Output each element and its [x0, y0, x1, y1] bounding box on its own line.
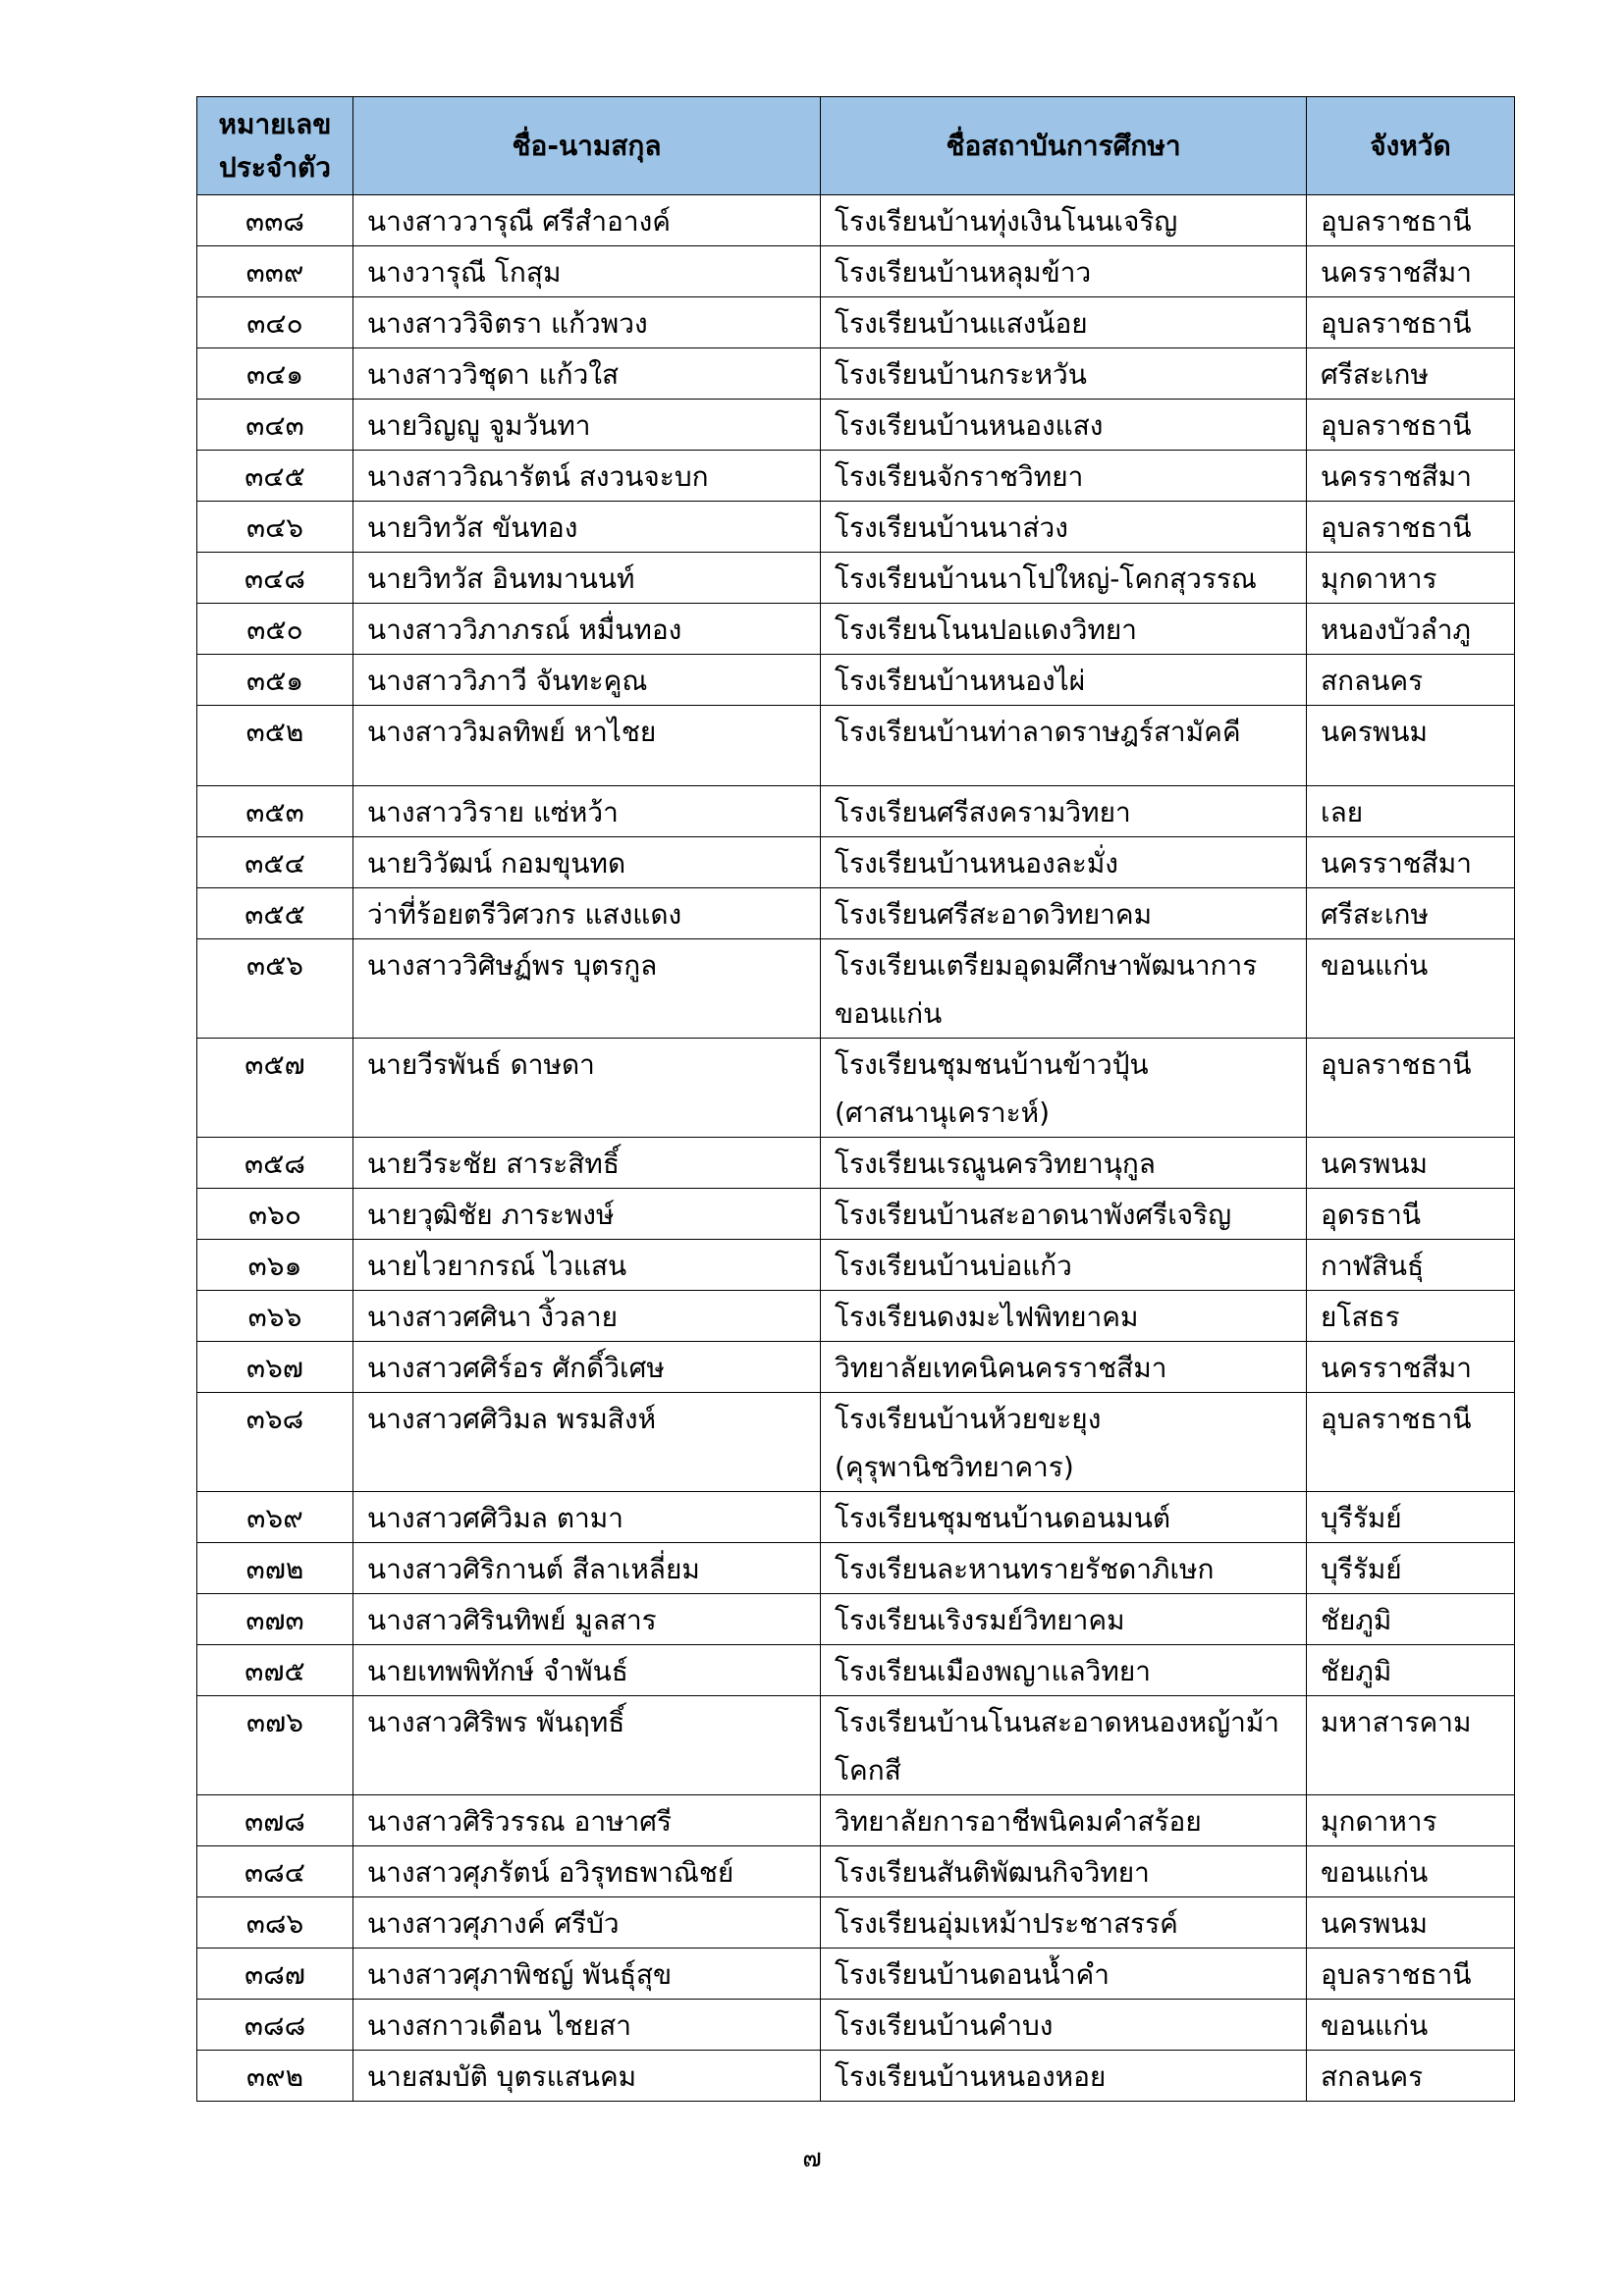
cell-id: ๓๗๓ [197, 1594, 353, 1645]
cell-province: ชัยภูมิ [1307, 1594, 1515, 1645]
cell-id: ๓๖๑ [197, 1240, 353, 1291]
school-line: โรงเรียนบ้านโนนสะอาดหนองหญ้าม้า [835, 1706, 1280, 1738]
table-row [197, 1393, 1515, 1492]
school-line: โรงเรียนบ้านสะอาดนาพังศรีเจริญ [835, 1199, 1232, 1231]
school-line: โรงเรียนบ้านห้วยขะยุง [835, 1403, 1102, 1435]
table-row [197, 1291, 1515, 1342]
cell-id: ๓๗๒ [197, 1543, 353, 1594]
table-row [197, 1897, 1515, 1949]
cell-name: นางสาวศิรินทิพย์ มูลสาร [353, 1594, 821, 1645]
school-line: โรงเรียนบ้านดอนน้ำคำ [835, 1958, 1110, 1991]
cell-name: นางสาววิมลทิพย์ หาไชย [353, 706, 821, 786]
cell-province: กาฬสินธุ์ [1307, 1240, 1515, 1291]
cell-name: นางสาวศิริวรรณ อาษาศรี [353, 1795, 821, 1846]
cell-id: ๓๗๕ [197, 1645, 353, 1696]
cell-name: นางสาวศศิวิมล พรมสิงห์ [353, 1393, 821, 1492]
cell-name: นางสาววิภาวี จันทะคูณ [353, 655, 821, 706]
cell-id: ๓๖๗ [197, 1342, 353, 1393]
school-line: โรงเรียนบ้านหลุมข้าว [835, 256, 1092, 289]
cell-name: นายวุฒิชัย ภาระพงษ์ [353, 1189, 821, 1240]
cell-school [821, 2000, 1307, 2051]
cell-id: ๓๕๘ [197, 1138, 353, 1189]
school-line: โรงเรียนบ้านคำบง [835, 2009, 1054, 2042]
cell-id: ๓๘๘ [197, 2000, 353, 2051]
cell-province: อุบลราชธานี [1307, 195, 1515, 246]
cell-name: นายวิทวัส อินทมานนท์ [353, 553, 821, 604]
cell-name: นายวิวัฒน์ กอมขุนทด [353, 837, 821, 888]
cell-school [821, 246, 1307, 297]
school-line: โรงเรียนบ้านนาส่วง [835, 511, 1068, 544]
cell-id: ๓๕๓ [197, 786, 353, 837]
cell-province: อุบลราชธานี [1307, 1393, 1515, 1492]
cell-name: นางสาวศุภาพิชญ์ พันธุ์สุข [353, 1949, 821, 2000]
participant-table [196, 96, 1515, 2102]
cell-name: นางวารุณี โกสุม [353, 246, 821, 297]
cell-id: ๓๔๐ [197, 297, 353, 348]
school-line: โรงเรียนเมืองพญาแลวิทยา [835, 1655, 1151, 1687]
cell-province: ศรีสะเกษ [1307, 888, 1515, 939]
cell-province: บุรีรัมย์ [1307, 1543, 1515, 1594]
cell-province: ขอนแก่น [1307, 939, 1515, 1039]
table-row [197, 939, 1515, 1039]
school-line: โรงเรียนชุมชนบ้านข้าวปุ้น [835, 1048, 1149, 1081]
cell-name: นางสาวศุภางค์ ศรีบัว [353, 1897, 821, 1949]
cell-province: อุบลราชธานี [1307, 502, 1515, 553]
cell-id: ๓๕๗ [197, 1039, 353, 1138]
cell-province: มุกดาหาร [1307, 553, 1515, 604]
cell-school [821, 1897, 1307, 1949]
page-number: ๗ [802, 2144, 822, 2173]
school-line: วิทยาลัยการอาชีพนิคมคำสร้อย [835, 1805, 1202, 1838]
table-row [197, 888, 1515, 939]
school-line: โรงเรียนบ้านบ่อแก้ว [835, 1250, 1072, 1282]
table-row [197, 1138, 1515, 1189]
cell-school [821, 1138, 1307, 1189]
header-name: ชื่อ-นามสกุล [353, 97, 821, 195]
school-line: โคกสี [835, 1754, 901, 1787]
cell-school [821, 297, 1307, 348]
school-line: โรงเรียนบ้านกระหวัน [835, 358, 1087, 391]
cell-id: ๓๕๐ [197, 604, 353, 655]
cell-id: ๓๔๖ [197, 502, 353, 553]
cell-id: ๓๗๘ [197, 1795, 353, 1846]
school-line: โรงเรียนเตรียมอุดมศึกษาพัฒนาการ [835, 949, 1258, 982]
cell-id: ๓๕๕ [197, 888, 353, 939]
table-row [197, 837, 1515, 888]
header-province: จังหวัด [1307, 97, 1515, 195]
cell-school [821, 1696, 1307, 1795]
school-line: โรงเรียนสันติพัฒนกิจวิทยา [835, 1856, 1150, 1889]
cell-id: ๓๔๑ [197, 348, 353, 400]
school-line: โรงเรียนบ้านแสงน้อย [835, 307, 1088, 340]
cell-school [821, 1645, 1307, 1696]
cell-name: นางสาวศศิวิมล ตามา [353, 1492, 821, 1543]
header-id-line: หมายเลข [218, 107, 332, 140]
table-row [197, 1189, 1515, 1240]
cell-school [821, 1039, 1307, 1138]
cell-province: ขอนแก่น [1307, 1846, 1515, 1897]
cell-name: นางสาววิจิตรา แก้วพวง [353, 297, 821, 348]
cell-province: สกลนคร [1307, 2051, 1515, 2102]
table-row [197, 1342, 1515, 1393]
cell-school [821, 348, 1307, 400]
cell-school [821, 1949, 1307, 2000]
cell-id: ๓๓๘ [197, 195, 353, 246]
cell-province: นครพนม [1307, 1897, 1515, 1949]
cell-school [821, 1795, 1307, 1846]
cell-id: ๓๓๙ [197, 246, 353, 297]
table-row [197, 246, 1515, 297]
cell-name: นางสาวศิริพร พันฤทธิ์ [353, 1696, 821, 1795]
cell-province: ยโสธร [1307, 1291, 1515, 1342]
cell-name: นางสาวศิริกานต์ สีลาเหลี่ยม [353, 1543, 821, 1594]
header-school: ชื่อสถาบันการศึกษา [821, 97, 1307, 195]
table-row [197, 400, 1515, 451]
cell-province: นครราชสีมา [1307, 451, 1515, 502]
school-line: โรงเรียนชุมชนบ้านดอนมนต์ [835, 1502, 1171, 1534]
cell-name: นางสาววิศิษฏ์พร บุตรกูล [353, 939, 821, 1039]
cell-id: ๓๖๐ [197, 1189, 353, 1240]
cell-id: ๓๘๖ [197, 1897, 353, 1949]
cell-school [821, 502, 1307, 553]
cell-id: ๓๖๖ [197, 1291, 353, 1342]
cell-school [821, 786, 1307, 837]
cell-province: อุดรธานี [1307, 1189, 1515, 1240]
cell-province: นครราชสีมา [1307, 1342, 1515, 1393]
table-body [197, 195, 1515, 2102]
cell-name: นางสาววารุณี ศรีสำอางค์ [353, 195, 821, 246]
cell-id: ๓๕๑ [197, 655, 353, 706]
table-row [197, 553, 1515, 604]
cell-id: ๓๗๖ [197, 1696, 353, 1795]
cell-province: มหาสารคาม [1307, 1696, 1515, 1795]
cell-school [821, 451, 1307, 502]
school-line: ขอนแก่น [835, 997, 943, 1030]
table-row [197, 1645, 1515, 1696]
table-row [197, 655, 1515, 706]
cell-name: นายวิญญู จูมวันทา [353, 400, 821, 451]
cell-province: ศรีสะเกษ [1307, 348, 1515, 400]
school-line: โรงเรียนอุ่มเหม้าประชาสรรค์ [835, 1907, 1178, 1940]
table-row [197, 1492, 1515, 1543]
cell-school [821, 553, 1307, 604]
cell-province: นครพนม [1307, 706, 1515, 786]
table-row [197, 786, 1515, 837]
cell-province: ชัยภูมิ [1307, 1645, 1515, 1696]
cell-school [821, 1594, 1307, 1645]
cell-school [821, 1492, 1307, 1543]
school-line: โรงเรียนเรณูนครวิทยานุกูล [835, 1148, 1156, 1180]
school-line: โรงเรียนโนนปอแดงวิทยา [835, 614, 1138, 646]
cell-name: นายเทพพิทักษ์ จำพันธ์ [353, 1645, 821, 1696]
cell-id: ๓๘๗ [197, 1949, 353, 2000]
cell-school [821, 1543, 1307, 1594]
cell-id: ๓๕๒ [197, 706, 353, 786]
school-line: โรงเรียนศรีสงครามวิทยา [835, 796, 1131, 828]
cell-name: นายวีรพันธ์ ดาษดา [353, 1039, 821, 1138]
cell-name: นางสาวศุภรัตน์ อวิรุทธพาณิชย์ [353, 1846, 821, 1897]
cell-id: ๓๖๘ [197, 1393, 353, 1492]
cell-school [821, 1393, 1307, 1492]
table-row [197, 2000, 1515, 2051]
cell-province: เลย [1307, 786, 1515, 837]
cell-name: นางสาววิภาภรณ์ หมื่นทอง [353, 604, 821, 655]
cell-name: นายสมบัติ บุตรแสนคม [353, 2051, 821, 2102]
school-line: โรงเรียนบ้านหนองไผ่ [835, 665, 1086, 697]
table-row [197, 451, 1515, 502]
table-row [197, 1240, 1515, 1291]
school-line: (ศาสนานุเคราะห์) [835, 1096, 1050, 1129]
cell-school [821, 939, 1307, 1039]
table-row [197, 1543, 1515, 1594]
cell-school [821, 2051, 1307, 2102]
cell-province: นครพนม [1307, 1138, 1515, 1189]
school-line: (คุรุพานิชวิทยาคาร) [835, 1451, 1074, 1483]
table-row [197, 1846, 1515, 1897]
cell-id: ๓๖๙ [197, 1492, 353, 1543]
cell-province: ขอนแก่น [1307, 2000, 1515, 2051]
cell-name: ว่าที่ร้อยตรีวิศวกร แสงแดง [353, 888, 821, 939]
table-row [197, 502, 1515, 553]
cell-province: นครราชสีมา [1307, 837, 1515, 888]
cell-province: หนองบัวลำภู [1307, 604, 1515, 655]
table-row [197, 1696, 1515, 1795]
cell-name: นางสาววิณารัตน์ สงวนจะบก [353, 451, 821, 502]
cell-name: นางสาววิชุดา แก้วใส [353, 348, 821, 400]
cell-school [821, 400, 1307, 451]
cell-province: บุรีรัมย์ [1307, 1492, 1515, 1543]
cell-name: นายไวยากรณ์ ไวแสน [353, 1240, 821, 1291]
cell-school [821, 837, 1307, 888]
cell-id: ๓๙๒ [197, 2051, 353, 2102]
school-line: โรงเรียนดงมะไฟพิทยาคม [835, 1301, 1139, 1333]
table-header-row [197, 97, 1515, 195]
cell-id: ๓๔๓ [197, 400, 353, 451]
table-row [197, 1594, 1515, 1645]
cell-name: นายวิทวัส ขันทอง [353, 502, 821, 553]
school-line: โรงเรียนบ้านหนองละมั่ง [835, 847, 1118, 880]
table-row [197, 195, 1515, 246]
cell-school [821, 706, 1307, 786]
cell-name: นางสาวศศินา งิ้วลาย [353, 1291, 821, 1342]
table-row [197, 348, 1515, 400]
school-line: โรงเรียนบ้านท่าลาดราษฎร์สามัคคี [835, 716, 1241, 748]
table-row [197, 604, 1515, 655]
cell-name: นางสกาวเดือน ไชยสา [353, 2000, 821, 2051]
cell-school [821, 888, 1307, 939]
school-line: โรงเรียนบ้านนาโปใหญ่-โคกสุวรรณ [835, 562, 1257, 595]
cell-id: ๓๔๘ [197, 553, 353, 604]
cell-province: อุบลราชธานี [1307, 1949, 1515, 2000]
cell-school [821, 1189, 1307, 1240]
school-line: โรงเรียนจักราชวิทยา [835, 460, 1084, 493]
school-line: โรงเรียนศรีสะอาดวิทยาคม [835, 898, 1153, 931]
cell-id: ๓๕๔ [197, 837, 353, 888]
cell-province: อุบลราชธานี [1307, 297, 1515, 348]
cell-id: ๓๔๕ [197, 451, 353, 502]
cell-name: นางสาวศศิร์อร ศักดิ์วิเศษ [353, 1342, 821, 1393]
school-line: โรงเรียนบ้านทุ่งเงินโนนเจริญ [835, 205, 1178, 238]
cell-school [821, 1342, 1307, 1393]
school-line: โรงเรียนบ้านหนองแสง [835, 409, 1104, 442]
table-row [197, 706, 1515, 786]
cell-school [821, 1846, 1307, 1897]
table-row [197, 1039, 1515, 1138]
cell-province: สกลนคร [1307, 655, 1515, 706]
cell-name: นายวีระชัย สาระสิทธิ์ [353, 1138, 821, 1189]
table-row [197, 1795, 1515, 1846]
table-row [197, 1949, 1515, 2000]
cell-province: นครราชสีมา [1307, 246, 1515, 297]
cell-province: มุกดาหาร [1307, 1795, 1515, 1846]
school-line: โรงเรียนเริงรมย์วิทยาคม [835, 1604, 1125, 1636]
table-row [197, 2051, 1515, 2102]
school-line: โรงเรียนละหานทรายรัชดาภิเษก [835, 1553, 1215, 1585]
school-line: โรงเรียนบ้านหนองหอย [835, 2060, 1107, 2093]
cell-name: นางสาววิราย แซ่หว้า [353, 786, 821, 837]
header-id [197, 97, 353, 195]
cell-school [821, 655, 1307, 706]
cell-province: อุบลราชธานี [1307, 400, 1515, 451]
school-line: วิทยาลัยเทคนิคนครราชสีมา [835, 1352, 1167, 1384]
table-row [197, 297, 1515, 348]
cell-school [821, 195, 1307, 246]
cell-id: ๓๕๖ [197, 939, 353, 1039]
cell-school [821, 1291, 1307, 1342]
header-id-line: ประจำตัว [219, 150, 331, 184]
cell-school [821, 1240, 1307, 1291]
cell-school [821, 604, 1307, 655]
cell-id: ๓๘๔ [197, 1846, 353, 1897]
cell-province: อุบลราชธานี [1307, 1039, 1515, 1138]
